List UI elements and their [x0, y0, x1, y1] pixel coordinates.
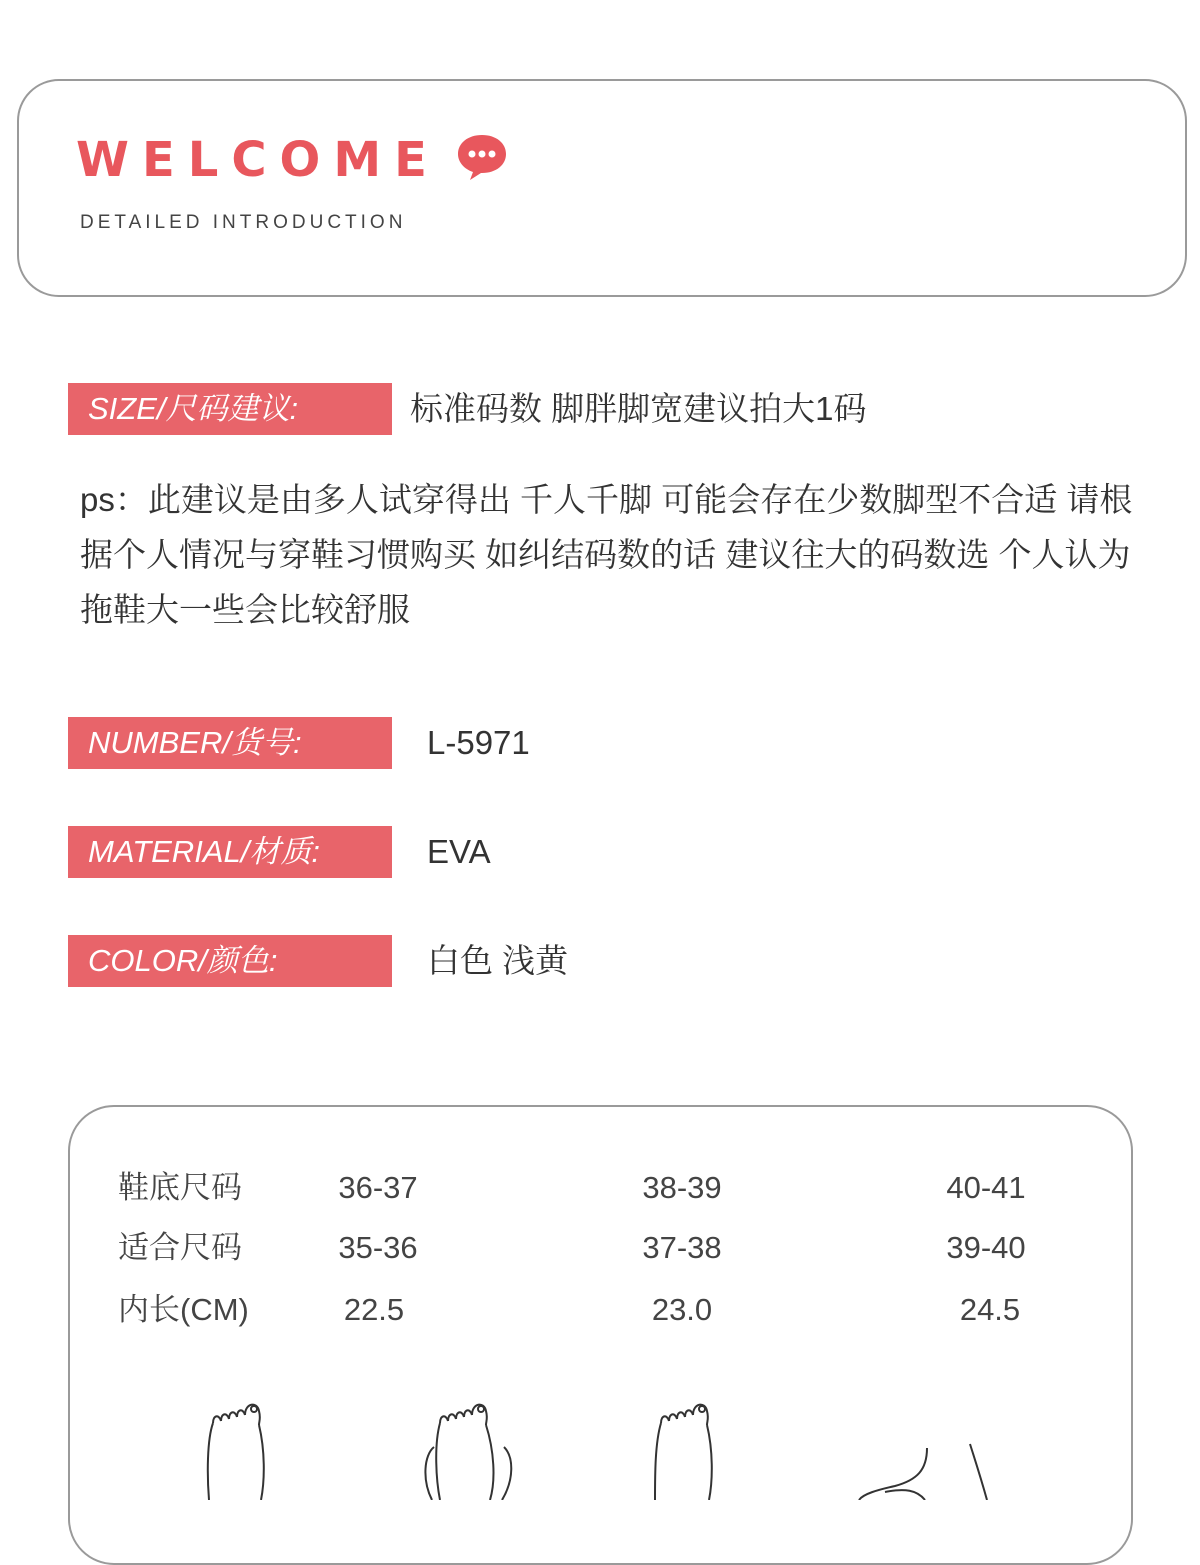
size-note: ps：此建议是由多人试穿得出 千人千脚 可能会存在少数脚型不合适 请根据个人情况与穿鞋习惯购买 如纠结码数的话 建议往大的码数选 个人认为拖鞋大一些会比较舒服	[80, 481, 1133, 628]
row-label-fit-size: 适合尺码	[118, 1230, 242, 1265]
material-label: MATERIAL/材质:	[68, 826, 392, 878]
normal-foot-icon	[645, 1395, 745, 1500]
welcome-subtitle: DETAILED INTRODUCTION	[80, 212, 407, 233]
row-label-inner-length: 内长(CM)	[118, 1292, 249, 1327]
table-cell: 39-40	[946, 1230, 1026, 1265]
number-label: NUMBER/货号:	[68, 717, 392, 769]
table-cell: 22.5	[343, 1292, 405, 1327]
wide-foot-icon	[420, 1395, 520, 1500]
table-cell: 24.5	[959, 1292, 1021, 1327]
color-value: 白色 浅黄	[427, 942, 569, 979]
row-label-sole-size: 鞋底尺码	[118, 1170, 242, 1205]
material-value: EVA	[427, 833, 491, 870]
side-foot-icon	[855, 1440, 1005, 1500]
chat-bubble-icon	[455, 132, 509, 182]
table-cell: 23.0	[651, 1292, 713, 1327]
number-value: L-5971	[427, 724, 530, 761]
size-label: SIZE/尺码建议:	[68, 383, 392, 435]
table-cell: 37-38	[642, 1230, 722, 1265]
table-cell: 40-41	[946, 1170, 1026, 1205]
table-cell: 38-39	[642, 1170, 722, 1205]
welcome-title: WELCOME	[76, 132, 440, 188]
narrow-foot-icon	[195, 1395, 295, 1500]
table-cell: 35-36	[338, 1230, 418, 1265]
color-label: COLOR/颜色:	[68, 935, 392, 987]
size-value: 标准码数 脚胖脚宽建议拍大1码	[410, 390, 867, 427]
table-cell: 36-37	[338, 1170, 418, 1205]
